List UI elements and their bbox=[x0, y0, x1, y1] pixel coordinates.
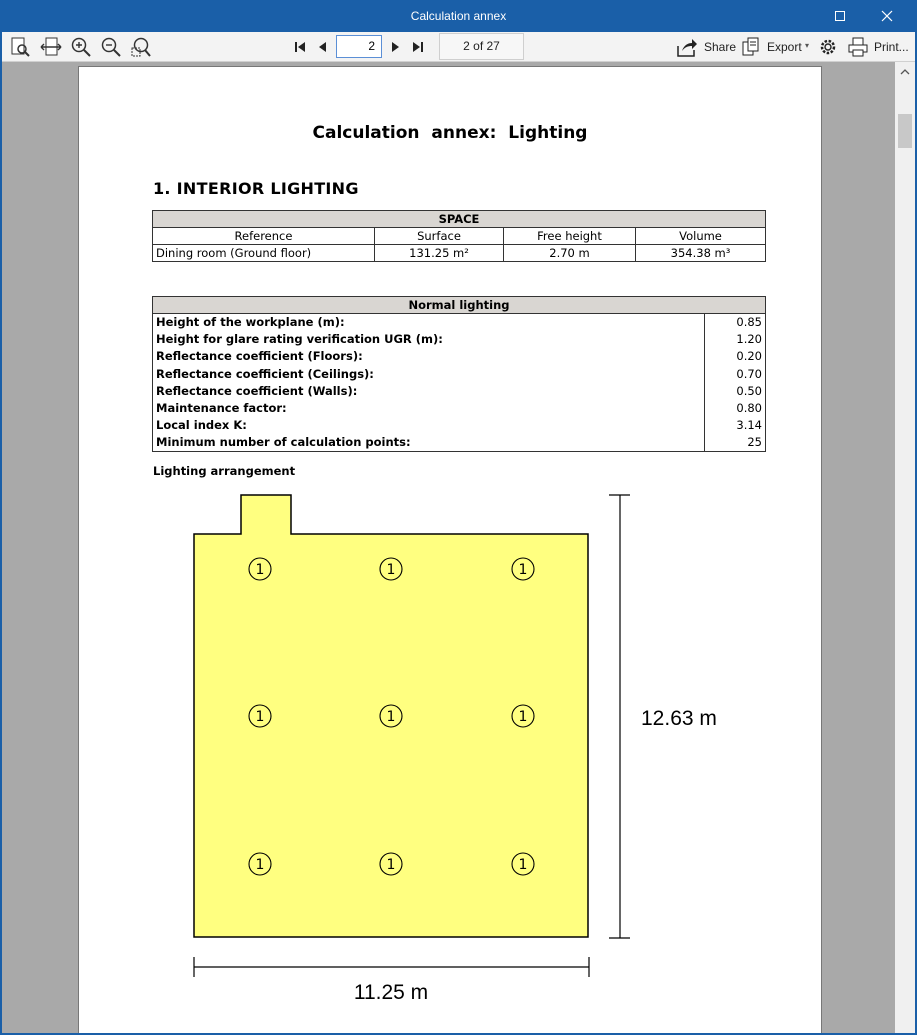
param-value: 0.70 bbox=[704, 365, 765, 382]
zoom-area-button[interactable] bbox=[129, 35, 153, 59]
param-label: Reflectance coefficient (Ceilings): bbox=[153, 365, 705, 382]
luminaire-label: 1 bbox=[255, 709, 265, 725]
first-page-icon bbox=[289, 36, 311, 58]
luminaire-label: 1 bbox=[518, 709, 528, 725]
luminaire-label: 1 bbox=[255, 857, 265, 873]
param-label: Reflectance coefficient (Floors): bbox=[153, 348, 705, 365]
previous-page-icon bbox=[312, 36, 334, 58]
document-page bbox=[78, 66, 822, 1033]
param-value: 0.80 bbox=[704, 399, 765, 416]
share-icon-button[interactable] bbox=[675, 35, 699, 59]
luminaire-label: 1 bbox=[386, 709, 396, 725]
param-label: Height of the workplane (m): bbox=[153, 314, 705, 331]
fit-width-button[interactable] bbox=[39, 35, 63, 59]
luminaire-label: 1 bbox=[255, 562, 265, 578]
export-dropdown-arrow-icon[interactable]: ▾ bbox=[805, 41, 810, 50]
print-button[interactable]: Print... bbox=[874, 40, 909, 54]
space-header-surface: Surface bbox=[375, 228, 504, 245]
page-number-input[interactable]: 2 bbox=[336, 35, 382, 58]
next-page-icon bbox=[384, 36, 406, 58]
luminaire-label: 1 bbox=[386, 562, 396, 578]
space-cell-surface: 131.25 m² bbox=[375, 245, 504, 262]
height-dimension-label: 12.63 m bbox=[641, 707, 717, 730]
param-value: 3.14 bbox=[704, 417, 765, 434]
space-header-reference: Reference bbox=[153, 228, 375, 245]
zoom-area-icon bbox=[130, 36, 152, 58]
title-bar bbox=[0, 0, 917, 32]
lighting-plan bbox=[79, 67, 823, 1033]
toolbar bbox=[2, 32, 915, 62]
param-value: 0.85 bbox=[704, 314, 765, 331]
export-button[interactable]: Export bbox=[767, 40, 802, 54]
space-table-caption: SPACE bbox=[153, 211, 766, 228]
last-page-button[interactable] bbox=[406, 35, 430, 59]
param-label: Local index K: bbox=[153, 417, 705, 434]
space-cell-volume: 354.38 m³ bbox=[636, 245, 766, 262]
lighting-table-caption: Normal lighting bbox=[153, 297, 766, 314]
window-title: Calculation annex bbox=[410, 9, 507, 23]
next-page-button[interactable] bbox=[383, 35, 407, 59]
scroll-up-icon[interactable] bbox=[900, 68, 910, 76]
section-title: 1. INTERIOR LIGHTING bbox=[153, 179, 359, 198]
document-title: Calculation annex: Lighting bbox=[312, 123, 588, 143]
space-header-free-height: Free height bbox=[504, 228, 636, 245]
page-count: 2 of 27 bbox=[439, 33, 524, 60]
close-button[interactable] bbox=[864, 0, 910, 32]
height-dimension bbox=[609, 495, 630, 938]
gear-icon bbox=[817, 36, 839, 58]
close-icon bbox=[881, 10, 893, 22]
zoom-out-icon bbox=[100, 36, 122, 58]
zoom-out-button[interactable] bbox=[99, 35, 123, 59]
zoom-in-icon bbox=[70, 36, 92, 58]
last-page-icon bbox=[407, 36, 429, 58]
width-dimension bbox=[194, 957, 589, 977]
zoom-in-button[interactable] bbox=[69, 35, 93, 59]
scroll-thumb[interactable] bbox=[898, 114, 912, 148]
export-icon bbox=[740, 36, 762, 58]
width-dimension-label: 11.25 m bbox=[353, 981, 429, 1004]
param-label: Maintenance factor: bbox=[153, 399, 705, 416]
param-label: Reflectance coefficient (Walls): bbox=[153, 382, 705, 399]
print-icon-button[interactable] bbox=[846, 35, 870, 59]
param-value: 0.50 bbox=[704, 382, 765, 399]
space-cell-free-height: 2.70 m bbox=[504, 245, 636, 262]
maximize-icon bbox=[835, 11, 845, 21]
fit-page-button[interactable] bbox=[8, 35, 32, 59]
param-value: 25 bbox=[704, 434, 765, 451]
export-icon-button[interactable] bbox=[739, 35, 763, 59]
param-value: 0.20 bbox=[704, 348, 765, 365]
param-label: Height for glare rating verification UGR (m): bbox=[153, 331, 705, 348]
luminaire-label: 1 bbox=[386, 857, 396, 873]
lighting-arrangement-label: Lighting arrangement bbox=[153, 464, 296, 478]
fit-width-icon bbox=[40, 36, 62, 58]
printer-icon bbox=[847, 36, 869, 58]
space-cell-reference: Dining room (Ground floor) bbox=[153, 245, 375, 262]
document-viewport[interactable] bbox=[2, 62, 895, 1033]
share-button[interactable]: Share bbox=[704, 40, 737, 54]
first-page-button[interactable] bbox=[288, 35, 312, 59]
luminaire-label: 1 bbox=[518, 562, 528, 578]
luminaire-label: 1 bbox=[518, 857, 528, 873]
fit-page-icon bbox=[9, 36, 31, 58]
share-icon bbox=[676, 36, 698, 58]
vertical-scrollbar[interactable] bbox=[895, 62, 915, 1033]
space-header-volume: Volume bbox=[636, 228, 766, 245]
param-value: 1.20 bbox=[704, 331, 765, 348]
param-label: Minimum number of calculation points: bbox=[153, 434, 705, 451]
settings-button[interactable] bbox=[816, 35, 840, 59]
maximize-button[interactable] bbox=[817, 0, 863, 32]
previous-page-button[interactable] bbox=[311, 35, 335, 59]
